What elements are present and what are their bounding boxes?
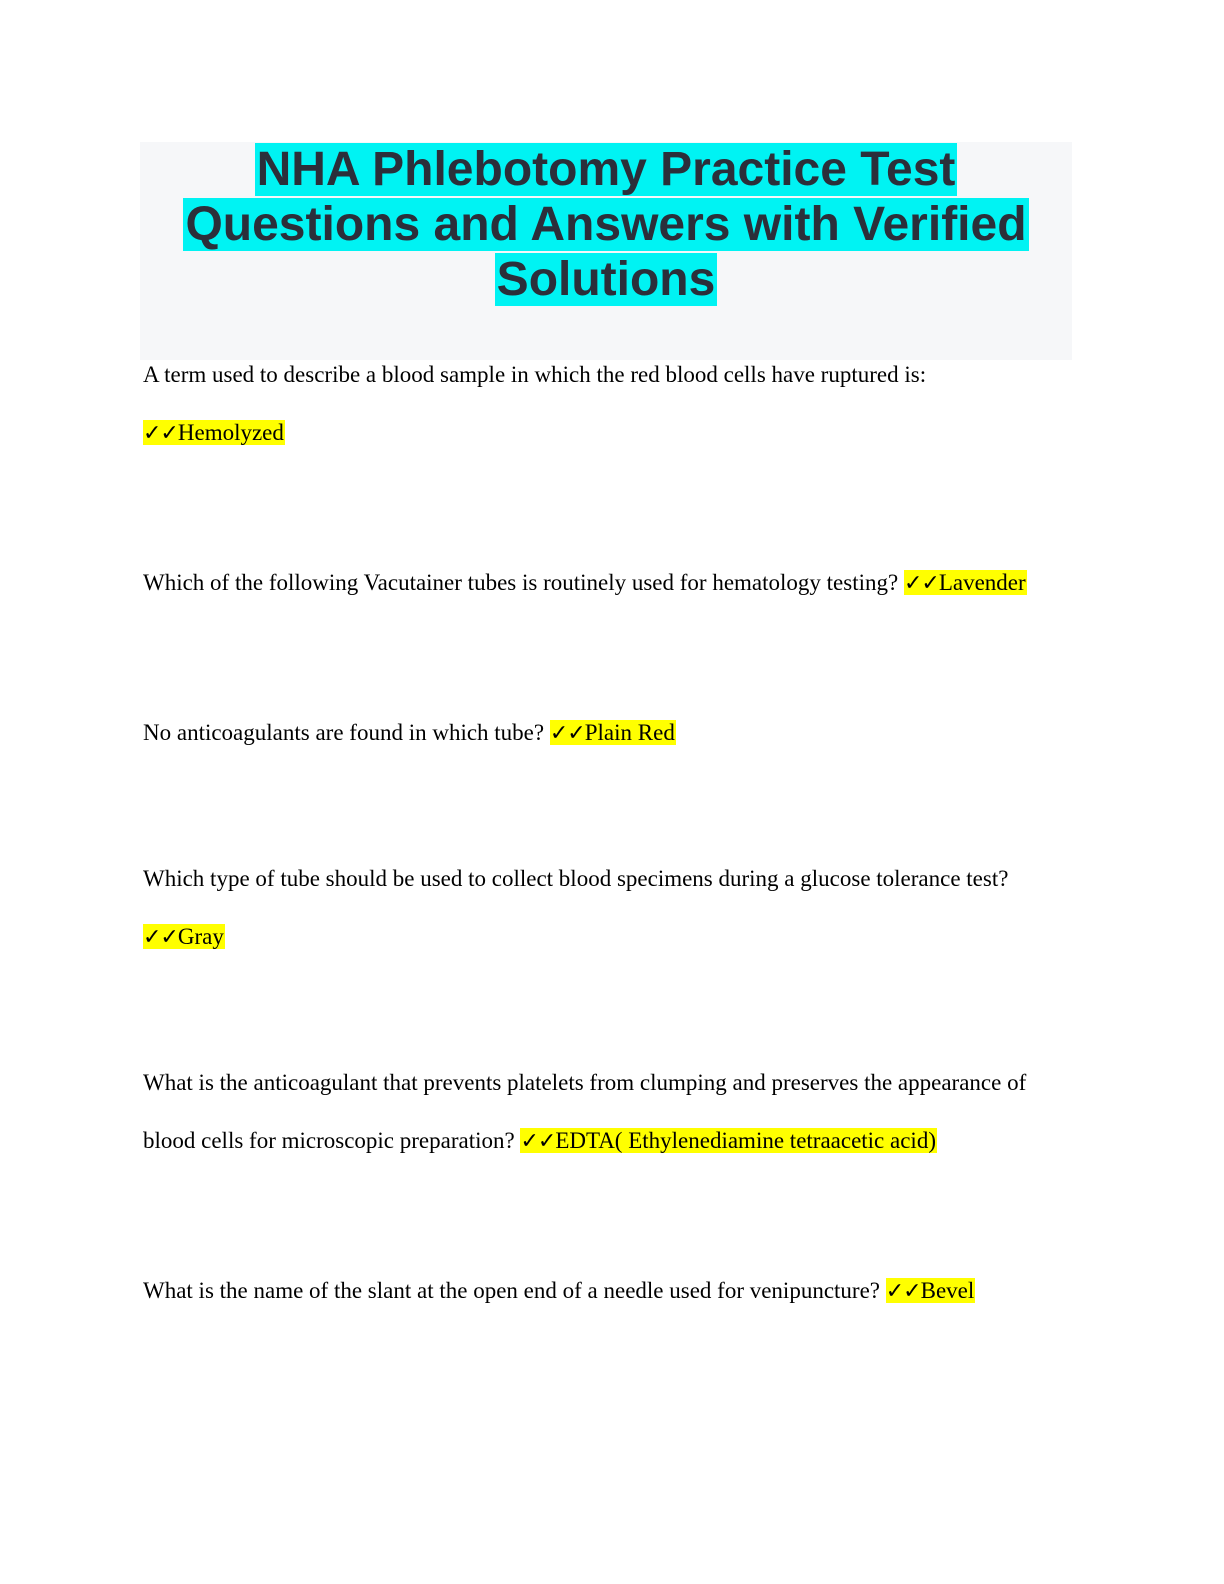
question-text: What is the name of the slant at the open end of a needle used for venipuncture? [143,1278,880,1303]
answer-highlight [520,1128,937,1153]
double-check-icon: ✓✓ [885,1279,921,1304]
double-check-icon: ✓✓ [143,421,178,446]
qa-item-3 [143,704,1078,763]
qa-item-2 [143,554,1078,613]
answer-text: Plain Red [584,720,675,745]
question-text: What is the anticoagulant that prevents platelets from clumping and preserves the appearance of blood cells for microscopic preparation? [143,1070,1027,1153]
answer-text: Hemolyzed [177,420,284,445]
answer-text: Lavender [938,570,1026,595]
title-line-3: Solutions [496,253,716,306]
answer-highlight [143,420,285,445]
qa-item-5 [143,1054,1078,1171]
answer-text: Gray [177,924,224,949]
answer-text: EDTA( Ethylenediamine tetraacetic acid) [555,1128,936,1153]
answer-highlight [143,924,225,949]
answer-highlight [550,720,676,745]
question-text: A term used to describe a blood sample in which the red blood cells have ruptured is: [143,362,927,387]
title-line-1: NHA Phlebotomy Practice Test [256,143,956,196]
double-check-icon: ✓✓ [143,925,178,950]
page-title [140,142,1072,307]
double-check-icon: ✓✓ [903,571,939,596]
double-check-icon: ✓✓ [520,1129,556,1154]
double-check-icon: ✓✓ [549,721,585,746]
answer-highlight [904,570,1027,595]
question-text: Which of the following Vacutainer tubes is routinely used for hematology testing? [143,570,899,595]
qa-item-6 [143,1262,1078,1321]
qa-item-4 [143,850,1078,967]
qa-item-1 [143,346,1078,463]
answer-highlight [886,1278,976,1303]
title-line-2: Questions and Answers with Verified [185,198,1027,251]
title-banner [140,142,1072,360]
answer-text: Bevel [920,1278,975,1303]
question-text: No anticoagulants are found in which tube? [143,720,545,745]
question-text: Which type of tube should be used to collect blood specimens during a glucose tolerance test? [143,866,1009,891]
